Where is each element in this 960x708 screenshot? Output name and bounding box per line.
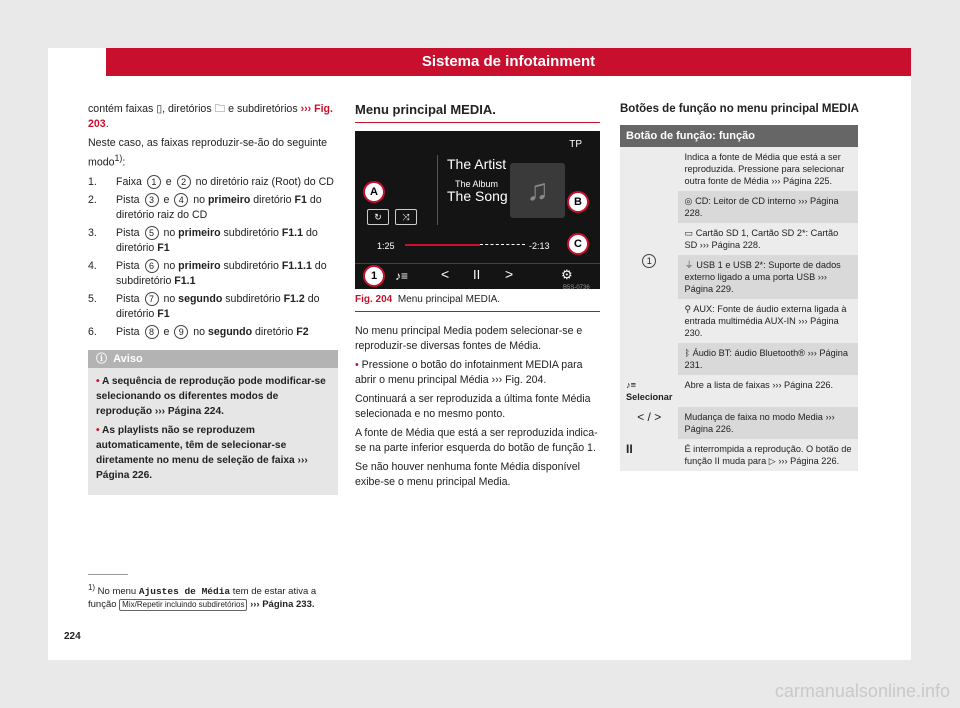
song-label: The Song xyxy=(447,188,508,204)
media-screen-figure xyxy=(355,131,600,289)
folder-icon: 🗀 xyxy=(214,103,226,115)
watermark: carmanualsonline.info xyxy=(774,681,950,701)
progress-bar[interactable] xyxy=(405,244,480,246)
aviso-title: Aviso xyxy=(113,352,143,365)
paragraph-text: Pressione o botão do infotainment MEDIA para abrir o menu principal Média ››› Fig. 204. xyxy=(355,359,583,386)
column-left xyxy=(88,102,338,495)
order-text: Neste caso, as faixas reproduzir-se-ão do seguinte modo xyxy=(88,137,328,169)
callout-1: 1 xyxy=(363,265,385,287)
track-icon: ▯ xyxy=(156,103,163,115)
album-art-icon: ♫ xyxy=(510,163,565,218)
paragraph-bullet: • Pressione o botão do infotainment MEDIA para abrir o menu principal Média ››› Fig. 204. xyxy=(355,359,583,386)
figure-caption xyxy=(355,292,600,312)
paragraph: Se não houver nenhuma fonte Média disponível exibe-se o menu principal Media. xyxy=(355,461,580,488)
paragraph: No menu principal Media podem selecionar-se e reproduzir-se diversas fontes de Média. xyxy=(355,325,583,352)
pause-icon[interactable]: II xyxy=(473,267,481,282)
intro-text-a: contém faixas xyxy=(88,103,154,115)
paragraph: A fonte de Média que está a ser reproduzida indica-se na parte inferior esquerda do botão de função 1. xyxy=(355,427,598,454)
cell-text: Cartão SD 1, Cartão SD 2*: Cartão SD ››› Página 228. xyxy=(684,228,839,250)
order-paragraph: Neste caso, as faixas reproduzir-se-ão do seguinte modo$^{1)}$: xyxy=(88,137,328,169)
aviso-item: • As playlists não se reproduzem automaticamente, têm de selecionar-se diretamente no menu de seleção de faixa ››› Página 226. xyxy=(96,424,308,481)
shuffle-button[interactable]: ⤨ xyxy=(395,209,417,225)
bluetooth-icon: ᛒ xyxy=(684,348,690,358)
table-cell: Mudança de faixa no modo Media ››› Página 226. xyxy=(678,407,858,439)
footnote-menu-name: Ajustes de Média xyxy=(138,586,231,598)
table-cell xyxy=(678,191,858,223)
row-label-select xyxy=(620,375,678,407)
aviso-item-text: A sequência de reprodução pode modificar-se selecionando os diferentes modos de reprodução ››› Página 224. xyxy=(96,375,326,417)
fig-reference-link[interactable]: ››› Fig. 203 xyxy=(88,103,333,130)
manual-page xyxy=(48,48,911,660)
circle-number: 1 xyxy=(642,254,656,268)
table-cell xyxy=(678,255,858,299)
tp-indicator: TP xyxy=(569,139,582,150)
intro-text-b: , diretórios xyxy=(162,103,212,115)
usb-icon: ⏚ xyxy=(684,260,694,270)
album-label: The Album xyxy=(455,179,499,189)
function-buttons-table xyxy=(620,125,858,471)
list-item: 1. Faixa 1 e 2 no diretório raiz (Root) do CD xyxy=(88,175,334,188)
repeat-button[interactable]: ↻ xyxy=(367,209,389,225)
cell-text: Áudio BT: áudio Bluetooth® ››› Página 231. xyxy=(684,348,848,370)
cd-icon: ◎ xyxy=(684,196,693,206)
section-title: Menu principal MEDIA. xyxy=(355,102,600,123)
aviso-header xyxy=(88,350,338,368)
callout-c: C xyxy=(567,233,589,255)
track-list-icon[interactable]: ♪≡ xyxy=(395,269,409,283)
table-header: Botão de função: função xyxy=(620,125,858,147)
row-label-text: Selecionar xyxy=(626,392,673,402)
previous-icon[interactable]: < xyxy=(441,266,450,282)
settings-gear-icon[interactable]: ⚙ xyxy=(561,267,573,282)
table-cell: É interrompida a reprodução. O botão de função II muda para ▷ ››› Página 226. xyxy=(678,439,858,471)
table-cell xyxy=(678,343,858,375)
list-item: 5. Pista 7 no segundo subdiretório F1.2 do diretório F1 xyxy=(88,292,320,320)
artist-label: The Artist xyxy=(447,156,507,172)
sd-card-icon: ▭ xyxy=(684,228,694,238)
caption-fig-number: Fig. 204 xyxy=(355,294,393,305)
list-item: 4. Pista 6 no primeiro subdiretório F1.1.1 do subdiretório F1.1 xyxy=(88,259,327,287)
intro-text-c: e subdiretórios xyxy=(228,103,298,115)
footnote-chip: Mix/Repetir incluindo subdiretórios xyxy=(119,599,247,611)
table-cell: Abre a lista de faixas ››› Página 226. xyxy=(678,375,858,407)
row-label-1 xyxy=(620,147,678,375)
track-order-list xyxy=(88,175,338,340)
list-item: 3. Pista 5 no primeiro subdiretório F1.1 do diretório F1 xyxy=(88,226,318,254)
aux-icon: ⚲ xyxy=(684,304,692,314)
info-icon: ⓘ xyxy=(96,352,107,365)
aviso-box xyxy=(88,350,338,495)
section-header: Sistema de infotainment xyxy=(106,48,911,76)
footnote xyxy=(88,574,338,611)
aviso-item: • A sequência de reprodução pode modificar-se selecionando os diferentes modos de reprodução ››› Página 224. xyxy=(96,375,326,417)
cell-text: CD: Leitor de CD interno ››› Página 228. xyxy=(684,196,839,218)
caption-text: Menu principal MEDIA. xyxy=(397,294,501,305)
intro-paragraph: contém faixas ▯, diretórios 🗀 e subdiretórios ››› Fig. 203. xyxy=(88,103,333,130)
figure-code: B5S-0736 xyxy=(563,285,590,289)
callout-a: A xyxy=(363,181,385,203)
table-cell: Indica a fonte de Média que está a ser reproduzida. Pressione para selecionar outra fonte de Média ››› Página 225. xyxy=(678,147,858,191)
list-item: 2. Pista 3 e 4 no primeiro diretório F1 do diretório raiz do CD xyxy=(88,193,322,221)
table-cell xyxy=(678,299,858,343)
cell-text: AUX: Fonte de áudio externa ligada à entrada multimédia AUX-IN ››› Página 230. xyxy=(684,304,847,338)
elapsed-time: 1:25 xyxy=(377,241,395,251)
column-middle xyxy=(355,102,600,494)
column-right xyxy=(620,102,868,471)
footnote-mark: 1) xyxy=(114,153,123,163)
footnote-page-link[interactable]: ››› Página 233. xyxy=(250,599,315,611)
footnote-text-a: No menu xyxy=(97,586,137,598)
footnote-text-b: tem de estar ativa a função xyxy=(88,586,317,611)
row-label-nav: < / > xyxy=(620,407,678,439)
table-cell xyxy=(678,223,858,255)
callout-b: B xyxy=(567,191,589,213)
table-section-title: Botões de função no menu principal MEDIA xyxy=(620,103,859,115)
paragraph: Continuará a ser reproduzida a última fonte Média selecionada e no mesmo ponto. xyxy=(355,393,591,420)
footnote-number: 1) xyxy=(88,583,96,592)
next-icon[interactable]: > xyxy=(505,266,514,282)
list-item: 6. Pista 8 e 9 no segundo diretório F2 xyxy=(88,325,309,338)
track-list-icon: ♪≡ xyxy=(626,380,636,390)
remaining-time: -2:13 xyxy=(529,241,550,251)
cell-text: USB 1 e USB 2*: Suporte de dados externo ligado a uma porta USB ››› Página 229. xyxy=(684,260,841,294)
aviso-item-text: As playlists não se reproduzem automaticamente, têm de selecionar-se diretamente no menu de seleção de faixa ››› Página 226. xyxy=(96,424,308,481)
row-label-pause: II xyxy=(620,439,678,471)
page-number: 224 xyxy=(64,631,81,642)
